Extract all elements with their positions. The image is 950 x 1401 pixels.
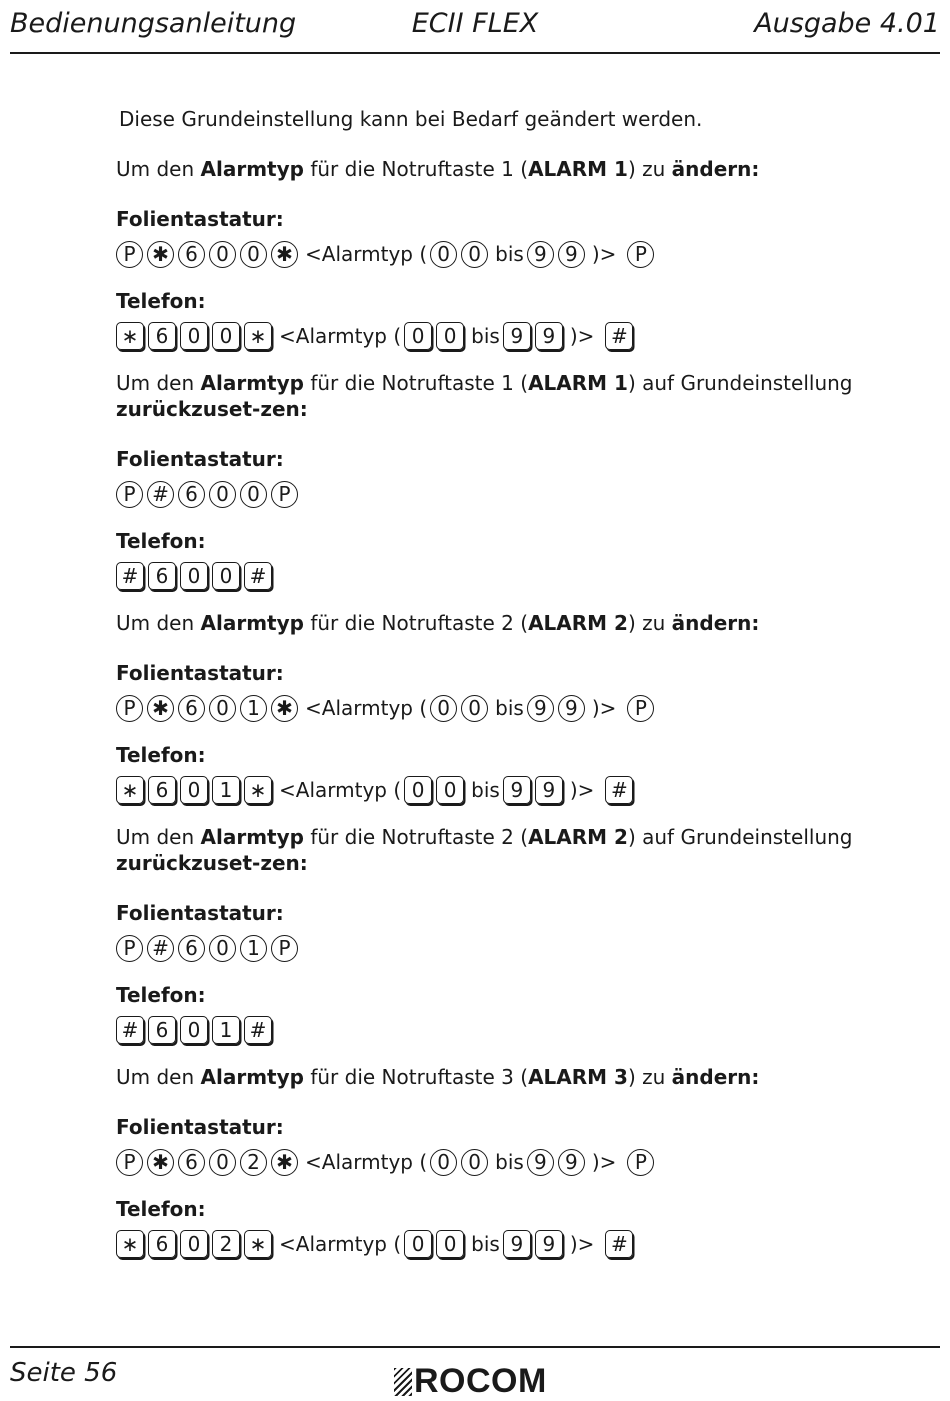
instr-bold: zurückzuset-zen: <box>116 397 308 421</box>
phone-key: 6 <box>148 1230 176 1258</box>
range-bis: bis <box>495 242 524 266</box>
membrane-key: ✱ <box>147 695 174 722</box>
instruction-alarm2-reset <box>116 824 930 876</box>
membrane-key: 0 <box>209 695 236 722</box>
membrane-key: 0 <box>209 935 236 962</box>
membrane-key: 9 <box>527 241 554 268</box>
key-sequence-folie <box>116 930 930 966</box>
instruction-alarm3-change <box>116 1064 930 1090</box>
instruction-alarm1-reset <box>116 370 930 422</box>
membrane-key: P <box>116 935 143 962</box>
phone-key: 0 <box>404 322 432 350</box>
instr-bold: ALARM 1 <box>528 157 628 181</box>
phone-key: # <box>605 322 633 350</box>
phone-key: 6 <box>148 322 176 350</box>
phone-key: 9 <box>503 776 531 804</box>
phone-key: ∗ <box>244 322 272 350</box>
phone-key: ∗ <box>116 776 144 804</box>
phone-key: # <box>244 1016 272 1044</box>
phone-key: 0 <box>180 1016 208 1044</box>
membrane-key: 0 <box>430 695 457 722</box>
telefon-label: Telefon: <box>116 1197 206 1221</box>
instr-bold: Alarmtyp <box>200 157 304 181</box>
range-bis: bis <box>471 324 500 348</box>
key-sequence-folie <box>116 236 930 272</box>
instr-text: für die Notruftaste 1 ( <box>303 157 529 181</box>
membrane-key: 9 <box>558 241 585 268</box>
membrane-key: 0 <box>461 1149 488 1176</box>
header-manual-title: Bedienungsanleitung <box>10 8 297 39</box>
page-header <box>10 0 940 52</box>
phone-key: 1 <box>212 1016 240 1044</box>
instr-bold: ändern: <box>671 157 760 181</box>
phone-key: 1 <box>212 776 240 804</box>
membrane-key: # <box>147 481 174 508</box>
range-bis: bis <box>471 1232 500 1256</box>
folientastatur-label: Folientastatur: <box>116 447 284 471</box>
phone-key: ∗ <box>116 1230 144 1258</box>
phone-key: 0 <box>436 1230 464 1258</box>
instr-text: für die Notruftaste 1 ( <box>303 371 529 395</box>
key-sequence-folie <box>116 690 930 726</box>
phone-key: ∗ <box>244 1230 272 1258</box>
header-product-name: ECII FLEX <box>411 8 539 39</box>
alarmtyp-placeholder-open: <Alarmtyp ( <box>305 696 428 720</box>
membrane-key: 0 <box>240 481 267 508</box>
alarmtyp-placeholder-close: )> <box>569 778 595 802</box>
phone-key: 6 <box>148 562 176 590</box>
membrane-key: 9 <box>558 1149 585 1176</box>
membrane-key: P <box>627 695 654 722</box>
phone-key: 9 <box>535 322 563 350</box>
phone-key: 6 <box>148 1016 176 1044</box>
telefon-label: Telefon: <box>116 289 206 313</box>
phone-key: 9 <box>503 322 531 350</box>
alarmtyp-placeholder-open: <Alarmtyp ( <box>279 1232 402 1256</box>
telefon-label: Telefon: <box>116 743 206 767</box>
instr-bold: ändern: <box>671 611 760 635</box>
instr-text: Um den <box>116 371 201 395</box>
membrane-key: 0 <box>209 1149 236 1176</box>
phone-key: 9 <box>535 1230 563 1258</box>
membrane-key: P <box>271 935 298 962</box>
instr-text: für die Notruftaste 3 ( <box>303 1065 529 1089</box>
membrane-key: ✱ <box>147 1149 174 1176</box>
telefon-label: Telefon: <box>116 529 206 553</box>
rocom-logo <box>394 1362 547 1401</box>
membrane-key: 0 <box>209 241 236 268</box>
membrane-key: 0 <box>461 241 488 268</box>
folientastatur-label: Folientastatur: <box>116 207 284 231</box>
logo-wordmark: ROCOM <box>414 1362 547 1400</box>
folientastatur-label: Folientastatur: <box>116 661 284 685</box>
phone-key: # <box>116 1016 144 1044</box>
alarmtyp-placeholder-open: <Alarmtyp ( <box>305 1150 428 1174</box>
key-sequence-telefon <box>116 1012 930 1048</box>
phone-key: 0 <box>180 562 208 590</box>
range-bis: bis <box>495 696 524 720</box>
phone-key: 0 <box>436 776 464 804</box>
instruction-alarm1-change <box>116 156 930 182</box>
membrane-key: P <box>116 241 143 268</box>
membrane-key: 0 <box>240 241 267 268</box>
membrane-key: 9 <box>527 1149 554 1176</box>
membrane-key: ✱ <box>271 241 298 268</box>
key-sequence-telefon <box>116 558 930 594</box>
membrane-key: 1 <box>240 695 267 722</box>
page-number: Seite 56 <box>10 1358 118 1388</box>
key-sequence-telefon <box>116 772 930 808</box>
membrane-key: ✱ <box>147 241 174 268</box>
phone-key: # <box>605 1230 633 1258</box>
range-bis: bis <box>471 778 500 802</box>
alarmtyp-placeholder-close: )> <box>591 242 617 266</box>
alarmtyp-placeholder-close: )> <box>591 1150 617 1174</box>
alarmtyp-placeholder-close: )> <box>569 324 595 348</box>
instr-text: ) zu <box>627 611 672 635</box>
membrane-key: 0 <box>430 241 457 268</box>
instr-text: Um den <box>116 1065 201 1089</box>
membrane-key: 0 <box>209 481 236 508</box>
phone-key: 9 <box>535 776 563 804</box>
range-bis: bis <box>495 1150 524 1174</box>
phone-key: 0 <box>212 322 240 350</box>
membrane-key: 6 <box>178 481 205 508</box>
header-edition: Ausgabe 4.01 <box>754 8 940 39</box>
phone-key: 9 <box>503 1230 531 1258</box>
instr-text: für die Notruftaste 2 ( <box>303 825 529 849</box>
phone-key: 0 <box>212 562 240 590</box>
membrane-key: 6 <box>178 1149 205 1176</box>
page-content <box>116 106 930 1278</box>
logo-mark-icon <box>394 1368 412 1396</box>
instr-bold: ALARM 2 <box>528 825 628 849</box>
instr-bold: ALARM 2 <box>528 611 628 635</box>
instr-bold: ALARM 1 <box>528 371 628 395</box>
membrane-key: P <box>116 695 143 722</box>
membrane-key: 9 <box>558 695 585 722</box>
membrane-key: ✱ <box>271 1149 298 1176</box>
instr-text: ) auf Grundeinstellung <box>627 825 853 849</box>
instr-text: ) zu <box>627 157 672 181</box>
instr-text: Um den <box>116 825 201 849</box>
intro-paragraph: Diese Grundeinstellung kann bei Bedarf geändert werden. <box>119 107 703 131</box>
instr-text: für die Notruftaste 2 ( <box>303 611 529 635</box>
instr-bold: ändern: <box>671 1065 760 1089</box>
alarmtyp-placeholder-open: <Alarmtyp ( <box>305 242 428 266</box>
instr-bold: Alarmtyp <box>200 611 304 635</box>
phone-key: # <box>244 562 272 590</box>
membrane-key: 0 <box>461 695 488 722</box>
phone-key: 0 <box>180 776 208 804</box>
membrane-key: 0 <box>430 1149 457 1176</box>
membrane-key: # <box>147 935 174 962</box>
instr-bold: Alarmtyp <box>200 825 304 849</box>
alarmtyp-placeholder-open: <Alarmtyp ( <box>279 778 402 802</box>
alarmtyp-placeholder-close: )> <box>569 1232 595 1256</box>
membrane-key: P <box>116 1149 143 1176</box>
membrane-key: 6 <box>178 695 205 722</box>
header-rule <box>10 52 940 54</box>
phone-key: ∗ <box>244 776 272 804</box>
phone-key: 0 <box>404 776 432 804</box>
phone-key: 0 <box>180 1230 208 1258</box>
instr-bold: zurückzuset-zen: <box>116 851 308 875</box>
phone-key: # <box>116 562 144 590</box>
alarmtyp-placeholder-close: )> <box>591 696 617 720</box>
instr-text: Um den <box>116 157 201 181</box>
key-sequence-telefon <box>116 318 930 354</box>
phone-key: 6 <box>148 776 176 804</box>
phone-key: 2 <box>212 1230 240 1258</box>
membrane-key: ✱ <box>271 695 298 722</box>
membrane-key: 2 <box>240 1149 267 1176</box>
instr-bold: Alarmtyp <box>200 371 304 395</box>
membrane-key: 6 <box>178 241 205 268</box>
phone-key: 0 <box>180 322 208 350</box>
telefon-label: Telefon: <box>116 983 206 1007</box>
phone-key: # <box>605 776 633 804</box>
membrane-key: P <box>627 241 654 268</box>
instr-text: ) zu <box>627 1065 672 1089</box>
folientastatur-label: Folientastatur: <box>116 901 284 925</box>
membrane-key: 6 <box>178 935 205 962</box>
folientastatur-label: Folientastatur: <box>116 1115 284 1139</box>
key-sequence-folie <box>116 476 930 512</box>
membrane-key: 1 <box>240 935 267 962</box>
instr-text: Um den <box>116 611 201 635</box>
instr-bold: Alarmtyp <box>200 1065 304 1089</box>
key-sequence-telefon <box>116 1226 930 1262</box>
phone-key: 0 <box>436 322 464 350</box>
membrane-key: P <box>627 1149 654 1176</box>
membrane-key: P <box>116 481 143 508</box>
instr-text: ) auf Grundeinstellung <box>627 371 853 395</box>
alarmtyp-placeholder-open: <Alarmtyp ( <box>279 324 402 348</box>
phone-key: ∗ <box>116 322 144 350</box>
key-sequence-folie <box>116 1144 930 1180</box>
instr-bold: ALARM 3 <box>528 1065 628 1089</box>
footer-rule <box>10 1346 940 1348</box>
instruction-alarm2-change <box>116 610 930 636</box>
membrane-key: 9 <box>527 695 554 722</box>
membrane-key: P <box>271 481 298 508</box>
phone-key: 0 <box>404 1230 432 1258</box>
